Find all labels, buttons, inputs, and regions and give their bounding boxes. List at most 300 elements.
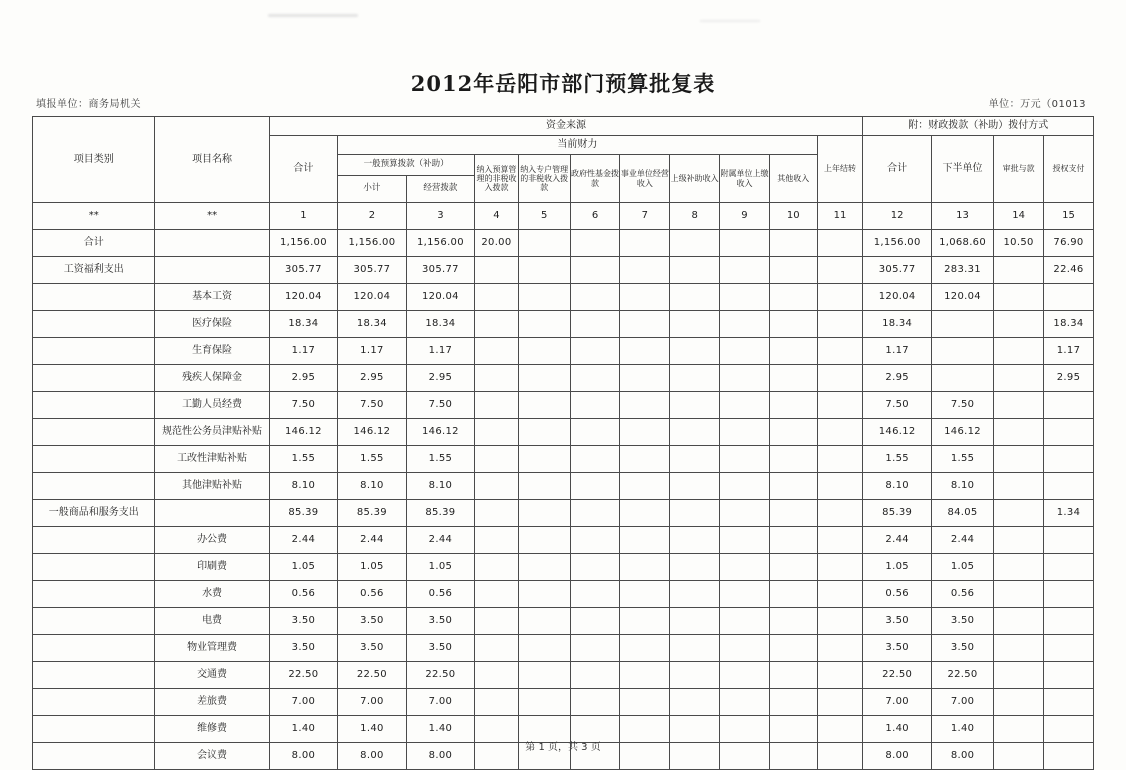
row-value — [817, 446, 863, 473]
row-name — [155, 230, 269, 257]
row-value — [475, 257, 519, 284]
row-value — [994, 392, 1044, 419]
row-value — [670, 527, 720, 554]
row-value: 305.77 — [269, 257, 338, 284]
row-value — [1044, 662, 1094, 689]
row-value: 3.50 — [338, 635, 407, 662]
row-value: 1.17 — [338, 338, 407, 365]
row-value: 20.00 — [475, 230, 519, 257]
index-3: 3 — [406, 203, 475, 230]
row-value: 7.00 — [269, 689, 338, 716]
row-value — [817, 311, 863, 338]
row-value: 3.50 — [863, 635, 932, 662]
row-value: 146.12 — [931, 419, 993, 446]
row-value: 8.00 — [269, 743, 338, 770]
row-name — [155, 257, 269, 284]
row-category — [33, 392, 155, 419]
row-value — [994, 662, 1044, 689]
row-value: 283.31 — [931, 257, 993, 284]
row-value: 18.34 — [863, 311, 932, 338]
scan-artifact-secondary — [700, 20, 760, 22]
row-value — [670, 581, 720, 608]
row-value: 3.50 — [269, 608, 338, 635]
row-category — [33, 338, 155, 365]
row-value — [475, 500, 519, 527]
header-gov-fund: 政府性基金拨款 — [570, 155, 620, 203]
row-value: 1.05 — [931, 554, 993, 581]
row-value — [817, 554, 863, 581]
header-attachment: 附：财政拨款（补助）拨付方式 — [863, 117, 1094, 136]
row-value: 3.50 — [406, 635, 475, 662]
index-6: 6 — [570, 203, 620, 230]
row-value — [769, 662, 817, 689]
row-value — [475, 581, 519, 608]
row-value: 3.50 — [931, 608, 993, 635]
row-value: 1.40 — [863, 716, 932, 743]
row-value — [620, 554, 670, 581]
table-row — [33, 608, 1094, 635]
row-value — [817, 473, 863, 500]
row-value — [994, 500, 1044, 527]
row-value — [570, 662, 620, 689]
row-value — [620, 311, 670, 338]
row-value — [817, 284, 863, 311]
row-value — [670, 608, 720, 635]
row-value — [620, 500, 670, 527]
row-value: 22.50 — [269, 662, 338, 689]
row-value: 1.05 — [338, 554, 407, 581]
row-value: 7.50 — [338, 392, 407, 419]
row-category — [33, 365, 155, 392]
row-value: 22.50 — [338, 662, 407, 689]
row-value: 1.05 — [863, 554, 932, 581]
row-value — [769, 500, 817, 527]
row-name: 水费 — [155, 581, 269, 608]
row-value: 1.40 — [269, 716, 338, 743]
row-value — [475, 608, 519, 635]
row-value — [720, 473, 770, 500]
row-value: 0.56 — [406, 581, 475, 608]
row-category: 一般商品和服务支出 — [33, 500, 155, 527]
row-value — [475, 554, 519, 581]
row-value: 2.95 — [406, 365, 475, 392]
row-value — [670, 473, 720, 500]
row-value — [720, 662, 770, 689]
row-value: 18.34 — [1044, 311, 1094, 338]
row-value — [620, 608, 670, 635]
row-value: 1,156.00 — [863, 230, 932, 257]
row-value — [720, 365, 770, 392]
row-value — [620, 662, 670, 689]
row-value — [570, 230, 620, 257]
row-value — [570, 527, 620, 554]
row-value: 22.50 — [406, 662, 475, 689]
row-value — [570, 500, 620, 527]
row-value — [475, 365, 519, 392]
row-value — [817, 581, 863, 608]
row-value: 305.77 — [338, 257, 407, 284]
row-value — [994, 338, 1044, 365]
table-row — [33, 284, 1094, 311]
page-title: 2012年岳阳市部门预算批复表 — [410, 71, 716, 96]
row-value: 7.00 — [931, 689, 993, 716]
row-value: 305.77 — [863, 257, 932, 284]
row-value: 85.39 — [269, 500, 338, 527]
row-value — [518, 662, 570, 689]
row-value: 7.50 — [406, 392, 475, 419]
row-value: 8.10 — [406, 473, 475, 500]
row-value — [720, 230, 770, 257]
header-category: 项目类别 — [33, 117, 155, 203]
row-name: 电费 — [155, 608, 269, 635]
row-value — [994, 581, 1044, 608]
row-name: 基本工资 — [155, 284, 269, 311]
row-value: 1.34 — [1044, 500, 1094, 527]
row-value — [817, 500, 863, 527]
row-value — [620, 689, 670, 716]
row-value — [994, 365, 1044, 392]
row-value — [769, 581, 817, 608]
row-category — [33, 473, 155, 500]
row-value — [475, 392, 519, 419]
row-category — [33, 689, 155, 716]
row-value: 2.44 — [269, 527, 338, 554]
row-value — [518, 608, 570, 635]
index-11: 11 — [817, 203, 863, 230]
row-category — [33, 527, 155, 554]
row-value: 146.12 — [863, 419, 932, 446]
table-row — [33, 419, 1094, 446]
header-other-income: 其他收入 — [769, 155, 817, 203]
row-value: 120.04 — [406, 284, 475, 311]
row-value — [720, 419, 770, 446]
row-value: 3.50 — [863, 608, 932, 635]
row-value: 120.04 — [269, 284, 338, 311]
row-value: 3.50 — [406, 608, 475, 635]
row-value: 1.17 — [863, 338, 932, 365]
row-value — [994, 446, 1044, 473]
row-value: 146.12 — [269, 419, 338, 446]
row-value — [769, 473, 817, 500]
row-value — [518, 554, 570, 581]
row-value: 2.44 — [338, 527, 407, 554]
row-value — [1044, 419, 1094, 446]
table-row — [33, 392, 1094, 419]
header-unit-income: 事业单位经营收入 — [620, 155, 670, 203]
row-category — [33, 662, 155, 689]
star-row — [33, 203, 1094, 230]
row-value — [994, 608, 1044, 635]
row-value — [518, 365, 570, 392]
row-value — [720, 581, 770, 608]
row-value — [769, 689, 817, 716]
page-footer: 第 1 页，共 3 页 — [525, 742, 601, 753]
row-value — [931, 338, 993, 365]
index-10: 10 — [769, 203, 817, 230]
amount-unit-label: 单位：万元（01013 — [988, 99, 1086, 110]
index-15: 15 — [1044, 203, 1094, 230]
header-attach-change: 授权支付 — [1044, 136, 1094, 203]
row-value — [769, 446, 817, 473]
row-value: 84.05 — [931, 500, 993, 527]
header-into-budget: 纳入预算管理的非税收入拨款 — [475, 155, 519, 203]
row-value: 85.39 — [406, 500, 475, 527]
table-row — [33, 257, 1094, 284]
row-value: 1,068.60 — [931, 230, 993, 257]
row-value: 2.44 — [863, 527, 932, 554]
row-value: 8.00 — [931, 743, 993, 770]
star-left: ** — [33, 203, 155, 230]
row-value: 1,156.00 — [338, 230, 407, 257]
row-value — [620, 392, 670, 419]
index-7: 7 — [620, 203, 670, 230]
row-value: 18.34 — [406, 311, 475, 338]
row-value: 8.10 — [863, 473, 932, 500]
table-row — [33, 581, 1094, 608]
row-value: 146.12 — [338, 419, 407, 446]
row-value: 2.44 — [406, 527, 475, 554]
row-value — [518, 257, 570, 284]
row-value: 305.77 — [406, 257, 475, 284]
row-value: 22.46 — [1044, 257, 1094, 284]
row-value — [620, 635, 670, 662]
row-value — [475, 446, 519, 473]
row-value: 1.17 — [406, 338, 475, 365]
row-value — [1044, 554, 1094, 581]
row-value — [1044, 527, 1094, 554]
row-value: 8.00 — [406, 743, 475, 770]
row-value: 76.90 — [1044, 230, 1094, 257]
row-value: 146.12 — [406, 419, 475, 446]
row-value — [475, 419, 519, 446]
row-value — [620, 473, 670, 500]
row-value — [720, 608, 770, 635]
row-value — [720, 500, 770, 527]
row-value — [518, 635, 570, 662]
index-5: 5 — [518, 203, 570, 230]
row-value — [570, 257, 620, 284]
row-value — [817, 257, 863, 284]
table-row — [33, 500, 1094, 527]
row-value — [670, 635, 720, 662]
row-value — [1044, 473, 1094, 500]
row-value — [620, 446, 670, 473]
table-row — [33, 689, 1094, 716]
row-value — [817, 392, 863, 419]
table-row — [33, 662, 1094, 689]
row-value — [570, 554, 620, 581]
row-value — [570, 689, 620, 716]
row-value — [994, 311, 1044, 338]
row-value — [817, 419, 863, 446]
row-value — [518, 392, 570, 419]
header-attach-total: 合计 — [863, 136, 932, 203]
row-value — [670, 662, 720, 689]
row-value — [670, 338, 720, 365]
row-value: 2.95 — [338, 365, 407, 392]
row-value: 22.50 — [931, 662, 993, 689]
header-general-budget: 一般预算拨款（补助） — [338, 155, 475, 176]
table-row — [33, 365, 1094, 392]
row-name: 维修费 — [155, 716, 269, 743]
row-value — [475, 527, 519, 554]
row-value — [620, 581, 670, 608]
row-value — [817, 608, 863, 635]
row-value — [1044, 581, 1094, 608]
row-value — [769, 527, 817, 554]
row-value — [518, 689, 570, 716]
row-value: 1.05 — [269, 554, 338, 581]
row-value — [994, 473, 1044, 500]
row-value — [570, 446, 620, 473]
row-category — [33, 284, 155, 311]
row-value — [769, 554, 817, 581]
row-value — [720, 338, 770, 365]
row-value — [817, 689, 863, 716]
row-value: 8.10 — [338, 473, 407, 500]
row-value — [817, 635, 863, 662]
row-value — [670, 257, 720, 284]
row-value — [1044, 446, 1094, 473]
index-12: 12 — [863, 203, 932, 230]
row-value — [720, 689, 770, 716]
row-value — [670, 419, 720, 446]
row-value: 2.95 — [1044, 365, 1094, 392]
row-value — [475, 689, 519, 716]
row-value — [518, 311, 570, 338]
header-prev-carry: 上年结转 — [817, 136, 863, 203]
scan-artifact — [268, 14, 358, 17]
row-value: 2.44 — [931, 527, 993, 554]
row-value: 7.00 — [863, 689, 932, 716]
row-value — [817, 365, 863, 392]
row-category — [33, 635, 155, 662]
header-superior-subsidy: 上级补助收入 — [670, 155, 720, 203]
row-value — [620, 527, 670, 554]
row-value — [570, 608, 620, 635]
row-value: 8.00 — [338, 743, 407, 770]
header-total: 合计 — [269, 136, 338, 203]
header-attach-unit: 下半单位 — [931, 136, 993, 203]
row-category — [33, 446, 155, 473]
table-row — [33, 311, 1094, 338]
row-value — [570, 473, 620, 500]
row-value — [1044, 689, 1094, 716]
row-value: 120.04 — [931, 284, 993, 311]
row-value — [570, 635, 620, 662]
row-value — [720, 527, 770, 554]
row-value: 1,156.00 — [406, 230, 475, 257]
row-value — [720, 311, 770, 338]
row-value — [994, 689, 1044, 716]
row-value — [769, 230, 817, 257]
row-value: 7.50 — [269, 392, 338, 419]
row-value — [475, 311, 519, 338]
row-value: 7.00 — [406, 689, 475, 716]
table-row — [33, 527, 1094, 554]
row-value — [994, 284, 1044, 311]
header-special-tax: 纳入专户管理的非税收入拨款 — [518, 155, 570, 203]
row-value: 8.00 — [863, 743, 932, 770]
row-value: 1.55 — [863, 446, 932, 473]
row-value — [620, 257, 670, 284]
row-value — [931, 311, 993, 338]
row-category — [33, 311, 155, 338]
row-value: 1,156.00 — [269, 230, 338, 257]
table-row — [33, 446, 1094, 473]
row-value: 0.56 — [931, 581, 993, 608]
row-value: 1.40 — [406, 716, 475, 743]
index-2: 2 — [338, 203, 407, 230]
row-value: 0.56 — [338, 581, 407, 608]
row-value — [817, 662, 863, 689]
row-value — [670, 392, 720, 419]
row-value — [720, 554, 770, 581]
row-value: 3.50 — [931, 635, 993, 662]
row-name: 医疗保险 — [155, 311, 269, 338]
row-value — [670, 311, 720, 338]
table-row — [33, 554, 1094, 581]
index-1: 1 — [269, 203, 338, 230]
index-9: 9 — [720, 203, 770, 230]
row-value — [994, 527, 1044, 554]
row-value: 1.55 — [338, 446, 407, 473]
star-right: ** — [155, 203, 269, 230]
row-value — [475, 473, 519, 500]
table-row — [33, 473, 1094, 500]
row-value — [518, 500, 570, 527]
row-value: 2.95 — [269, 365, 338, 392]
row-value — [1044, 608, 1094, 635]
row-value — [570, 581, 620, 608]
row-value: 3.50 — [338, 608, 407, 635]
filler-unit-label: 填报单位：商务局机关 — [36, 99, 141, 110]
row-value: 1.17 — [269, 338, 338, 365]
row-value — [518, 230, 570, 257]
row-category — [33, 419, 155, 446]
table-row — [33, 635, 1094, 662]
row-value: 1.05 — [406, 554, 475, 581]
row-value — [1044, 392, 1094, 419]
row-value — [1044, 284, 1094, 311]
row-name: 办公费 — [155, 527, 269, 554]
row-value: 8.10 — [269, 473, 338, 500]
row-value — [817, 338, 863, 365]
row-value — [720, 284, 770, 311]
row-category — [33, 581, 155, 608]
header-general-business: 经营拨款 — [406, 176, 475, 203]
row-value — [769, 284, 817, 311]
row-value: 8.10 — [931, 473, 993, 500]
row-value: 1.40 — [338, 716, 407, 743]
row-value — [670, 284, 720, 311]
row-value — [769, 338, 817, 365]
row-value — [769, 365, 817, 392]
row-value — [475, 635, 519, 662]
row-category: 工资福利支出 — [33, 257, 155, 284]
row-value — [670, 689, 720, 716]
row-value — [769, 635, 817, 662]
header-funding-source: 资金来源 — [269, 117, 863, 136]
row-value — [720, 392, 770, 419]
row-value — [670, 554, 720, 581]
header-affiliate-payment: 附属单位上缴收入 — [720, 155, 770, 203]
row-value — [570, 392, 620, 419]
index-13: 13 — [931, 203, 993, 230]
row-name: 其他津贴补贴 — [155, 473, 269, 500]
row-value — [620, 365, 670, 392]
row-value: 1.55 — [406, 446, 475, 473]
